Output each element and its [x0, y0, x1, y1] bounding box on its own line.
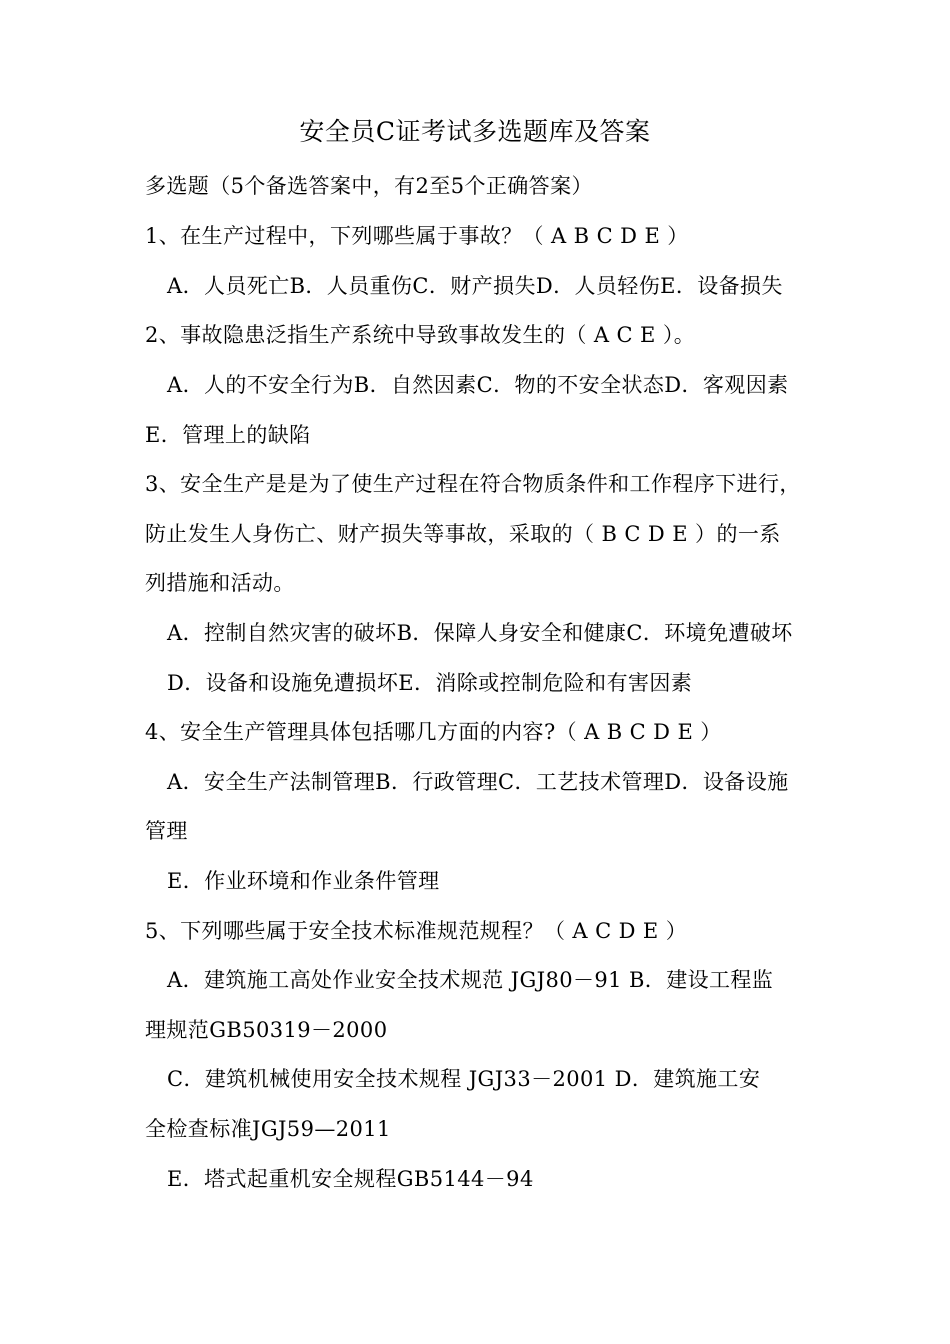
question-1: 1、在生产过程中，下列哪些属于事故？（ A B C D E ）	[145, 224, 689, 248]
intro-text: 多选题（5个备选答案中，有2至5个正确答案）	[145, 174, 593, 198]
question-3-options: A．控制自然灾害的破坏B．保障人身安全和健康C．环境免遭破坏	[167, 621, 793, 645]
question-2: 2、事故隐患泛指生产系统中导致事故发生的（ A C E ）。	[145, 323, 696, 347]
question-4-options: A．安全生产法制管理B．行政管理C．工艺技术管理D．设备设施	[167, 770, 789, 794]
question-3-line-2: 防止发生人身伤亡、财产损失等事故，采取的（ B C D E ）的一系	[145, 522, 781, 546]
document-title: 安全员C证考试多选题库及答案	[299, 117, 651, 146]
question-1-options: A．人员死亡B．人员重伤C．财产损失D．人员轻伤E．设备损失	[167, 274, 783, 298]
question-2-options-cont: E．管理上的缺陷	[145, 423, 311, 447]
question-5-options-1: A．建筑施工高处作业安全技术规范 JGJ80－91 B．建设工程监	[167, 968, 774, 992]
question-5: 5、下列哪些属于安全技术标准规范规程？（ A C D E ）	[145, 919, 688, 943]
question-5-option-e: E．塔式起重机安全规程GB5144－94	[167, 1167, 534, 1191]
question-5-options-1-cont: 理规范GB50319－2000	[145, 1018, 388, 1042]
question-3-line-1: 3、安全生产是是为了使生产过程在符合物质条件和工作程序下进行，	[145, 472, 801, 496]
question-4-option-e: E．作业环境和作业条件管理	[167, 869, 440, 893]
question-5-options-2-cont: 全检查标准JGJ59—2011	[145, 1117, 391, 1141]
question-3-line-3: 列措施和活动。	[145, 571, 295, 595]
question-3-options-cont: D．设备和设施免遭损坏E．消除或控制危险和有害因素	[167, 671, 693, 695]
question-2-options: A．人的不安全行为B．自然因素C．物的不安全状态D．客观因素	[167, 373, 789, 397]
question-4-options-cont: 管理	[145, 819, 188, 843]
question-5-options-2: C．建筑机械使用安全技术规程 JGJ33－2001 D．建筑施工安	[167, 1067, 761, 1091]
question-4: 4、安全生产管理具体包括哪几方面的内容?（ A B C D E ）	[145, 720, 722, 744]
